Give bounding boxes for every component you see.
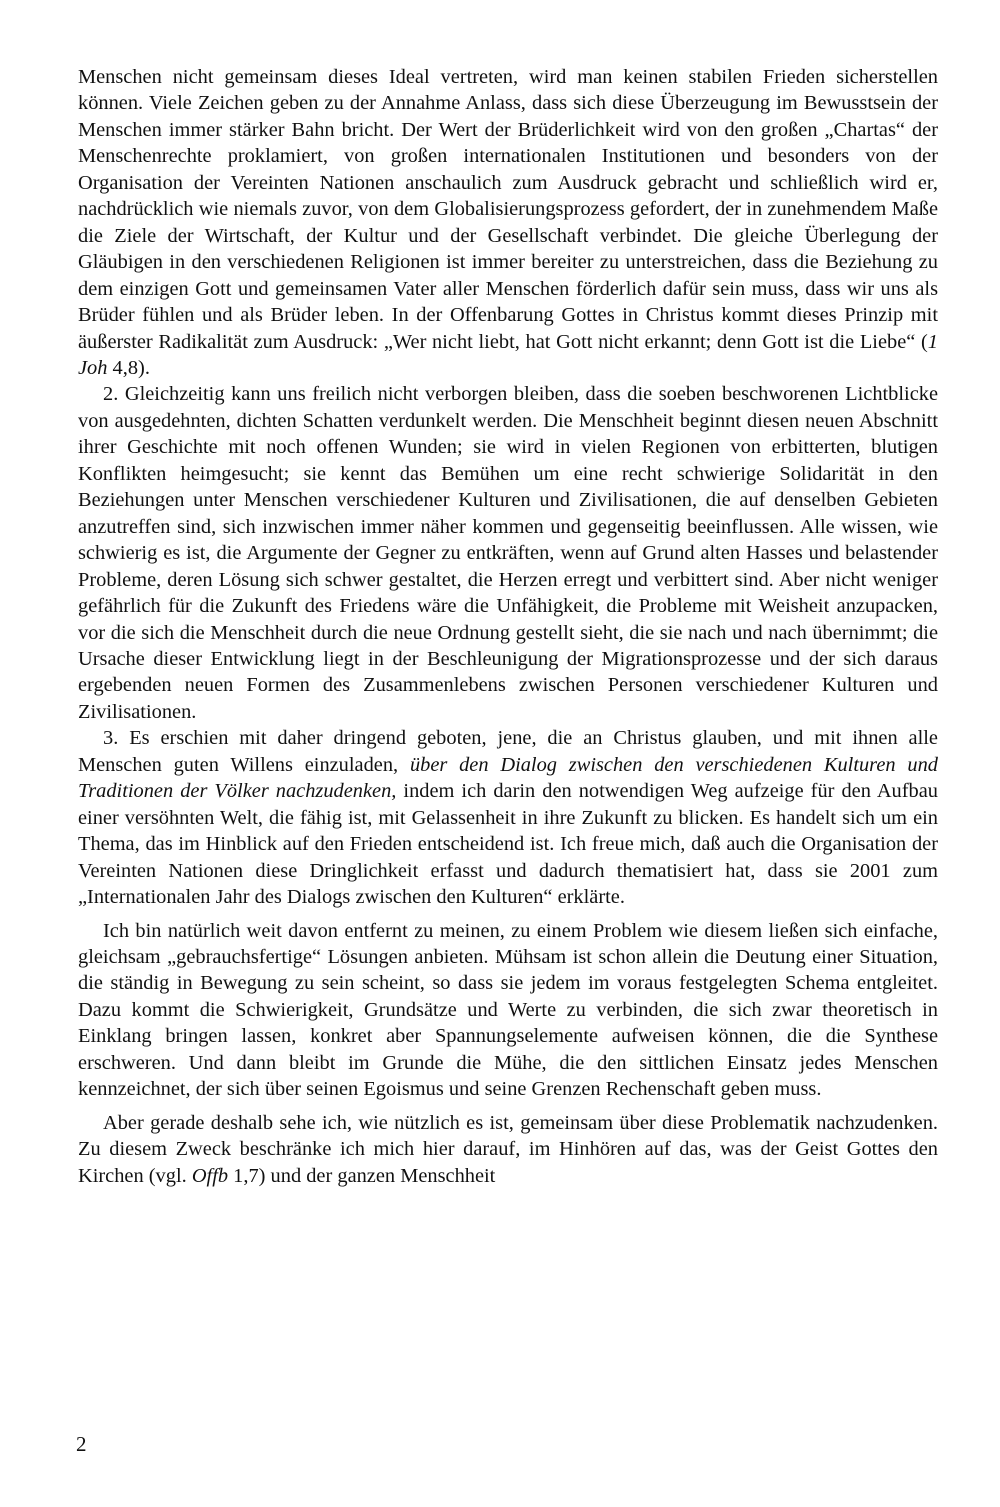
paragraph-3-text: 3. Es erschien mit daher dringend geboten, jene, die an Christus glauben, und mit ihnen alle Menschen guten Willens einzuladen, — [78, 727, 938, 776]
paragraph-2-text: 2. Gleichzeitig kann uns freilich nicht verborgen bleiben, dass die soeben beschworenen Lichtblicke von ausgedehnten, dichten Schatten verdunkelt werden. Die Menschheit beginnt diesen neuen Abschnitt ihrer Geschichte mit noch offenen Wunden; sie wird in vielen Regionen von erbitterten, blutigen Konflikten heimgesucht; sie kennt das Bemühen um eine recht schwierige Solidarität in den Beziehungen unter Menschen verschiedener Kulturen und Zivilisationen, die auf denselben Gebieten anzutreffen sind, sich inzwischen immer näher kommen und gegenseitig beeinflussen. Alle wissen, wie schwierig es ist, die Argumente der Gegner zu entkräften, wenn auf Grund alten Hasses und belastender Probleme, deren Lösung sich schwer gestaltet, die Herzen erregt und verbittert sind. Aber nicht weniger gefährlich für die Zukunft des Friedens wäre die Unfähigkeit, die Probleme mit Weisheit anzupacken, vor die sich die Menschheit durch die neue Ordnung gestellt sieht, die sie nach und nach übernimmt; die Ursache dieser Entwicklung liegt in der Beschleunigung der Migrationsprozesse und der sich daraus ergebenden neuen Formen des Zusammenlebens zwischen Personen verschiedener Kulturen und Zivilisationen. — [78, 383, 938, 723]
paragraph-3 — [78, 725, 938, 910]
paragraph-5-text-end: 1,7) und der ganzen Menschheit — [228, 1164, 496, 1187]
paragraph-4 — [78, 918, 938, 1103]
paragraph-5 — [78, 1110, 938, 1189]
paragraph-1 — [78, 64, 938, 381]
paragraph-4-text: Ich bin natürlich weit davon entfernt zu meinen, zu einem Problem wie diesem ließen sich einfache, gleichsam „gebrauchsfertige“ Lösungen anbieten. Mühsam ist schon allein die Deutung einer Situation, die ständig in Bewegung zu sein scheint, so dass sie jedem im voraus festgelegten Schema entgleitet. Dazu kommt die Schwierigkeit, Grundsätze und Werte zu verbinden, die sich zwar theoretisch in Einklang bringen lassen, konkret aber Spannungselemente aufweisen können, die die Synthese erschweren. Und dann bleibt im Grunde die Mühe, die den sittlichen Einsatz jedes Menschen kennzeichnet, der sich über seinen Egoismus und seine Grenzen Rechenschaft geben muss. — [78, 919, 938, 1101]
paragraph-2 — [78, 381, 938, 725]
paragraph-5-text: Aber gerade deshalb sehe ich, wie nützlich es ist, gemeinsam über diese Problematik nachzudenken. Zu diesem Zweck beschränke ich mich hier darauf, im Hinhören auf das, was der Geist Gottes den Kirchen (vgl. — [78, 1111, 938, 1187]
paragraph-3-text-end: indem ich darin den notwendigen Weg aufzeige für den Aufbau einer versöhnten Welt, die fähig ist, mit Gelassenheit in ihre Zukunft zu blicken. Es handelt sich um ein Thema, das im Hinblick auf den Frieden entscheidend ist. Ich freue mich, daß auch die Organisation der Vereinten Nationen diese Dringlichkeit erfasst und dadurch thematisiert hat, dass sie 2001 zum „Internationalen Jahr des Dialogs zwischen den Kulturen“ erklärte. — [78, 780, 938, 909]
page-number: 2 — [76, 1432, 87, 1456]
paragraph-1-text: Menschen nicht gemeinsam dieses Ideal vertreten, wird man keinen stabilen Frieden sicherstellen können. Viele Zeichen geben zu der Annahme Anlass, dass sich diese Überzeugung im Bewusstsein der Menschen immer stärker Bahn bricht. Der Wert der Brüderlichkeit wird von den großen „Chartas“ der Menschenrechte proklamiert, von großen internationalen Institutionen und besonders von der Organisation der Vereinten Nationen anschaulich zum Ausdruck gebracht und schließlich wird er, nachdrücklich wie niemals zuvor, von dem Globalisierungsprozess gefordert, der in zunehmendem Maße die Ziele der Wirtschaft, der Kultur und der Gesellschaft verbindet. Die gleiche Überlegung der Gläubigen in den verschiedenen Religionen ist immer bereiter zu unterstreichen, dass die Beziehung zu dem einzigen Gott und gemeinsamen Vater aller Menschen förderlich dafür sein muss, dass wir uns als Brüder fühlen und als Brüder leben. In der Offenbarung Gottes in Christus kommt dieses Prinzip mit äußerster Radikalität zum Ausdruck: „Wer nicht liebt, hat Gott nicht erkannt; denn Gott ist die Liebe“ ( — [78, 66, 938, 353]
bible-reference: 1 Joh — [78, 330, 938, 379]
bible-reference: Offb — [191, 1164, 229, 1187]
document-body — [78, 64, 938, 1189]
paragraph-1-text-end: 4,8). — [107, 356, 150, 379]
emphasized-phrase: über den Dialog zwischen den verschiedenen Kulturen und Traditionen der Völker nachzudenken, — [78, 753, 938, 803]
